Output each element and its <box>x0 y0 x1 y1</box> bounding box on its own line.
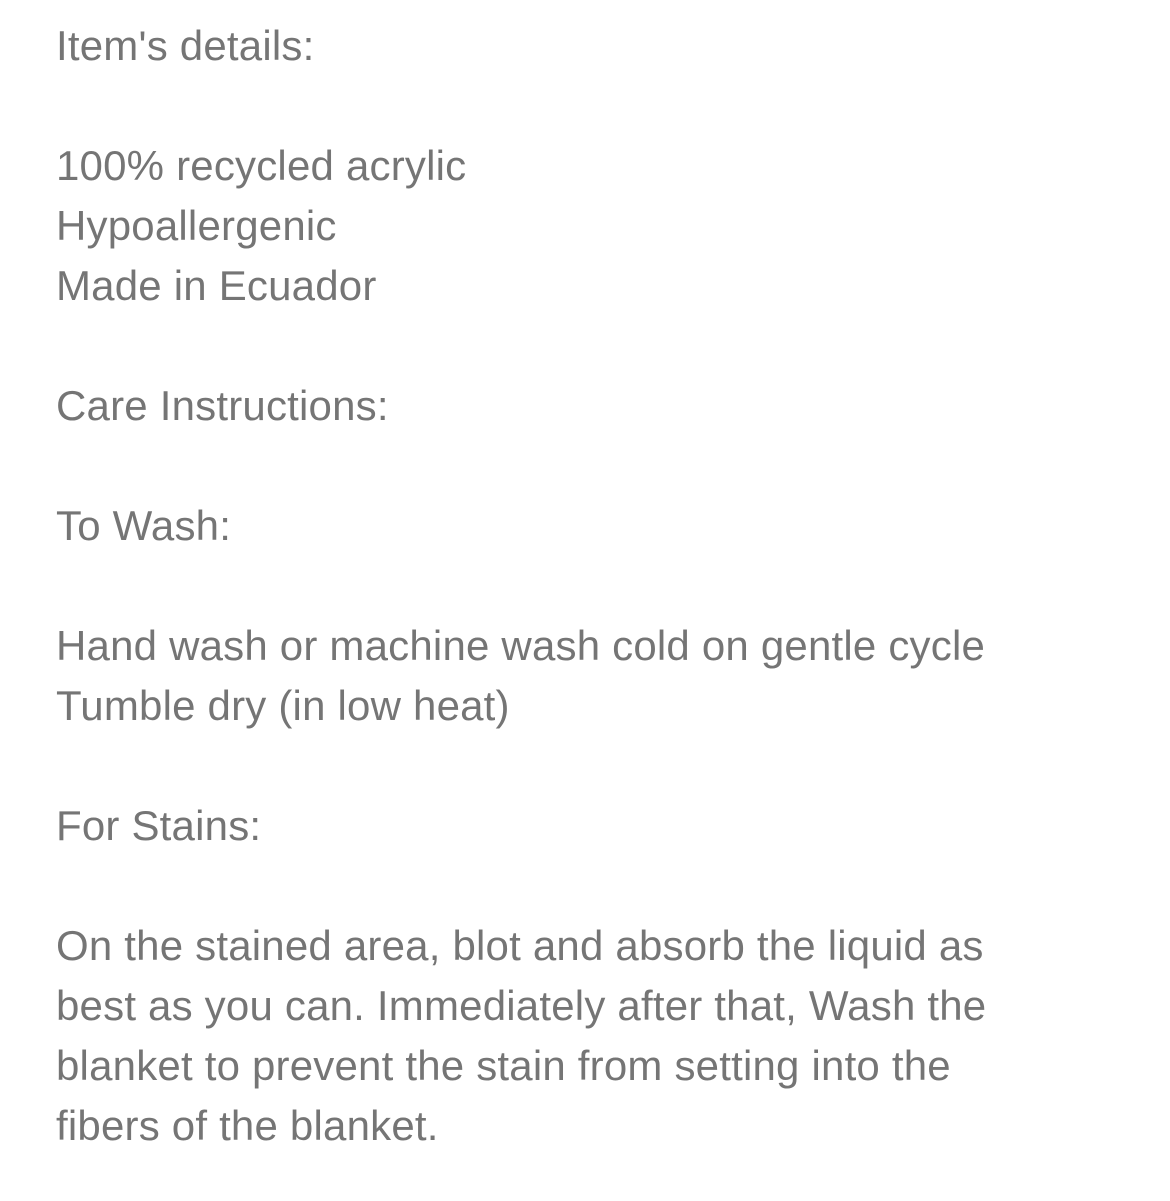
stains-section-heading-block <box>56 796 1130 856</box>
detail-line-hypoallergenic: Hypoallergenic <box>56 202 337 249</box>
stains-instructions <box>56 916 1130 1156</box>
wash-line-machine: Hand wash or machine wash cold on gentle cycle <box>56 622 986 669</box>
detail-line-material: 100% recycled acrylic <box>56 142 467 189</box>
details-heading: Item's details: <box>56 22 315 69</box>
wash-line-dry: Tumble dry (in low heat) <box>56 682 510 729</box>
wash-heading: To Wash: <box>56 502 232 549</box>
stains-line-2: best as you can. Immediately after that, Wash the <box>56 982 987 1029</box>
wash-instructions <box>56 616 1130 736</box>
stains-heading: For Stains: <box>56 802 262 849</box>
details-section-heading-block <box>56 16 1130 76</box>
stains-line-1: On the stained area, blot and absorb the liquid as <box>56 922 984 969</box>
detail-line-origin: Made in Ecuador <box>56 262 377 309</box>
wash-section-heading-block <box>56 496 1130 556</box>
details-list <box>56 136 1130 316</box>
care-heading: Care Instructions: <box>56 382 389 429</box>
stains-line-3: blanket to prevent the stain from setting into the <box>56 1042 951 1089</box>
care-section-heading-block <box>56 376 1130 436</box>
stains-line-4: fibers of the blanket. <box>56 1102 439 1149</box>
